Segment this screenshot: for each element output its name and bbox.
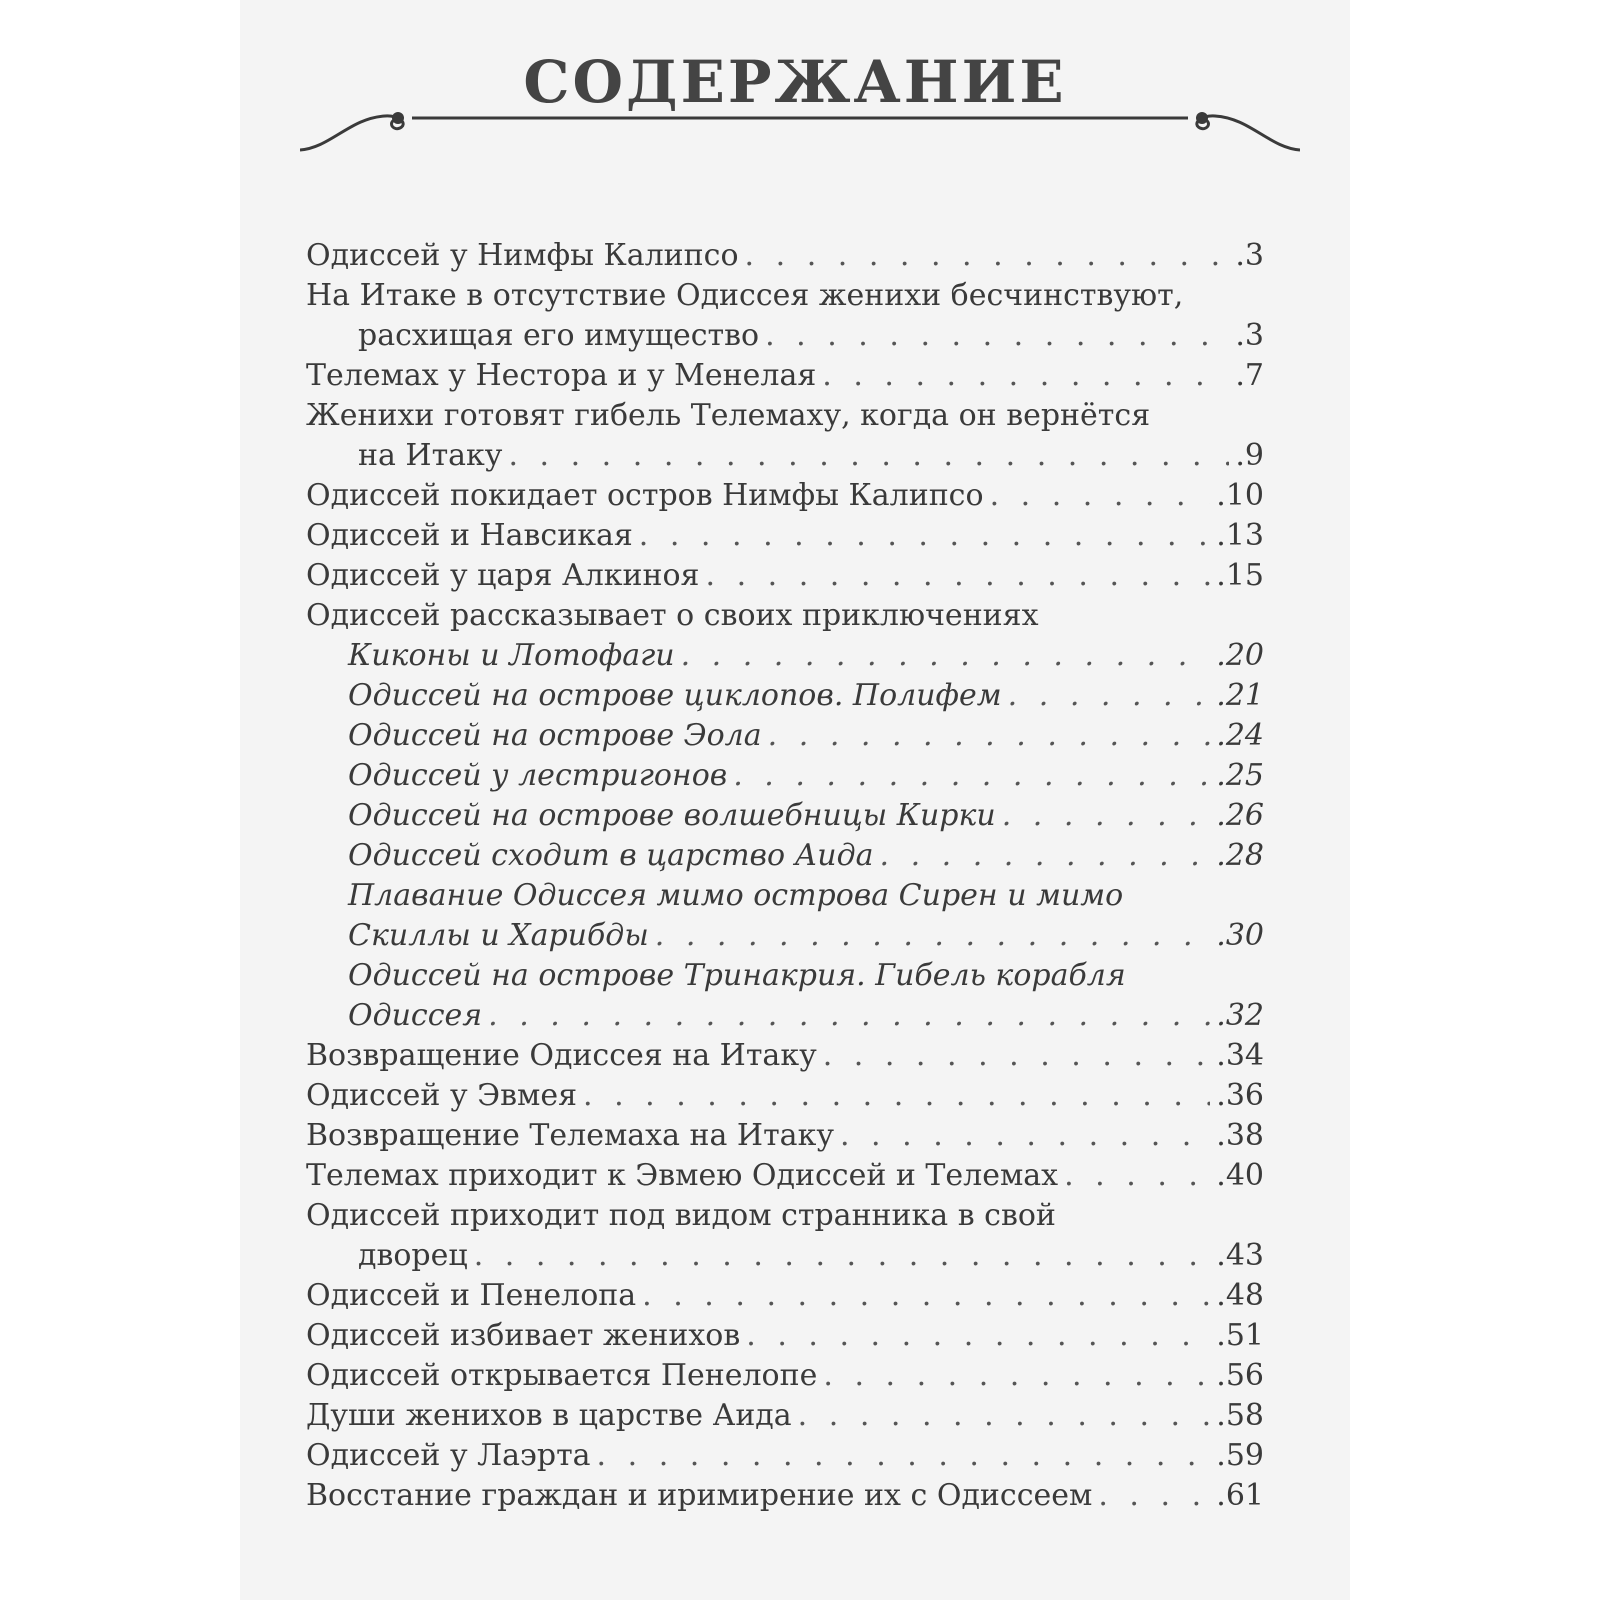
- toc-subentry[interactable]: Одиссей у лестригонов . . . .25: [306, 756, 1264, 796]
- toc-entry[interactable]: Возвращение Телемаха на Итаку . . . .38: [306, 1116, 1264, 1156]
- toc-entry[interactable]: расхищая его имущество . . . .3: [306, 316, 1264, 356]
- toc-entry[interactable]: Одиссей и Пенелопа . . . .48: [306, 1276, 1264, 1316]
- toc-entry[interactable]: на Итаку . . . .9: [306, 436, 1264, 476]
- toc-subentry[interactable]: Скиллы и Харибды . . . .30: [306, 916, 1264, 956]
- toc-entry[interactable]: Восстание граждан и иримирение их с Одиссеем . . . .61: [306, 1476, 1264, 1516]
- toc-entry[interactable]: Одиссей у Лаэрта . . . .59: [306, 1436, 1264, 1476]
- toc-entry[interactable]: Одиссей у царя Алкиноя . . . .15: [306, 556, 1264, 596]
- toc-subentry-line[interactable]: Одиссей на острове Тринакрия. Гибель корабля: [348, 958, 1126, 993]
- toc-subentry[interactable]: Одиссей на острове волшебницы Кирки . . . .26: [306, 796, 1264, 836]
- toc-entry[interactable]: Телемах у Нестора и у Менелая . . . .7: [306, 356, 1264, 396]
- toc-entry[interactable]: Одиссей у Нимфы Калипсо . . . .3: [306, 236, 1264, 276]
- toc-entry[interactable]: Одиссей открывается Пенелопе . . . .56: [306, 1356, 1264, 1396]
- toc-subentry[interactable]: Одиссей на острове Эола . . . .24: [306, 716, 1264, 756]
- toc-entry-line[interactable]: На Итаке в отсутствие Одиссея женихи бесчинствуют,: [306, 278, 1184, 313]
- toc-subentry[interactable]: Одиссея . . . .32: [306, 996, 1264, 1036]
- toc-entry-line[interactable]: Одиссей приходит под видом странника в свой: [306, 1198, 1056, 1233]
- toc-entry[interactable]: Телемах приходит к Эвмею Одиссей и Телемах . . . .40: [306, 1156, 1264, 1196]
- toc-entry[interactable]: Одиссей покидает остров Нимфы Калипсо . . . .10: [306, 476, 1264, 516]
- toc-entry[interactable]: Одиссей у Эвмея . . . .36: [306, 1076, 1264, 1116]
- toc-entry[interactable]: Одиссей и Навсикая . . . .13: [306, 516, 1264, 556]
- toc-entry[interactable]: Возвращение Одиссея на Итаку . . . .34: [306, 1036, 1264, 1076]
- page-title: СОДЕРЖАНИЕ: [523, 48, 1067, 116]
- toc-subentry[interactable]: Киконы и Лотофаги . . . .20: [306, 636, 1264, 676]
- toc-entry[interactable]: Одиссей избивает женихов . . . .51: [306, 1316, 1264, 1356]
- toc-entry[interactable]: дворец . . . .43: [306, 1236, 1264, 1276]
- toc-subentry[interactable]: Одиссей сходит в царство Аида . . . .28: [306, 836, 1264, 876]
- toc-entry-line[interactable]: Женихи готовят гибель Телемаху, когда он вернётся: [306, 398, 1151, 433]
- toc-entry[interactable]: Души женихов в царстве Аида . . . .58: [306, 1396, 1264, 1436]
- toc-subentry[interactable]: Одиссей на острове циклопов. Полифем . . . .21: [306, 676, 1264, 716]
- table-of-contents: [306, 236, 1264, 1516]
- toc-subentry-line[interactable]: Плавание Одиссея мимо острова Сирен и мимо: [348, 878, 1124, 913]
- title-ornament: [300, 98, 1300, 158]
- toc-section-heading: Одиссей рассказывает о своих приключениях: [306, 598, 1039, 633]
